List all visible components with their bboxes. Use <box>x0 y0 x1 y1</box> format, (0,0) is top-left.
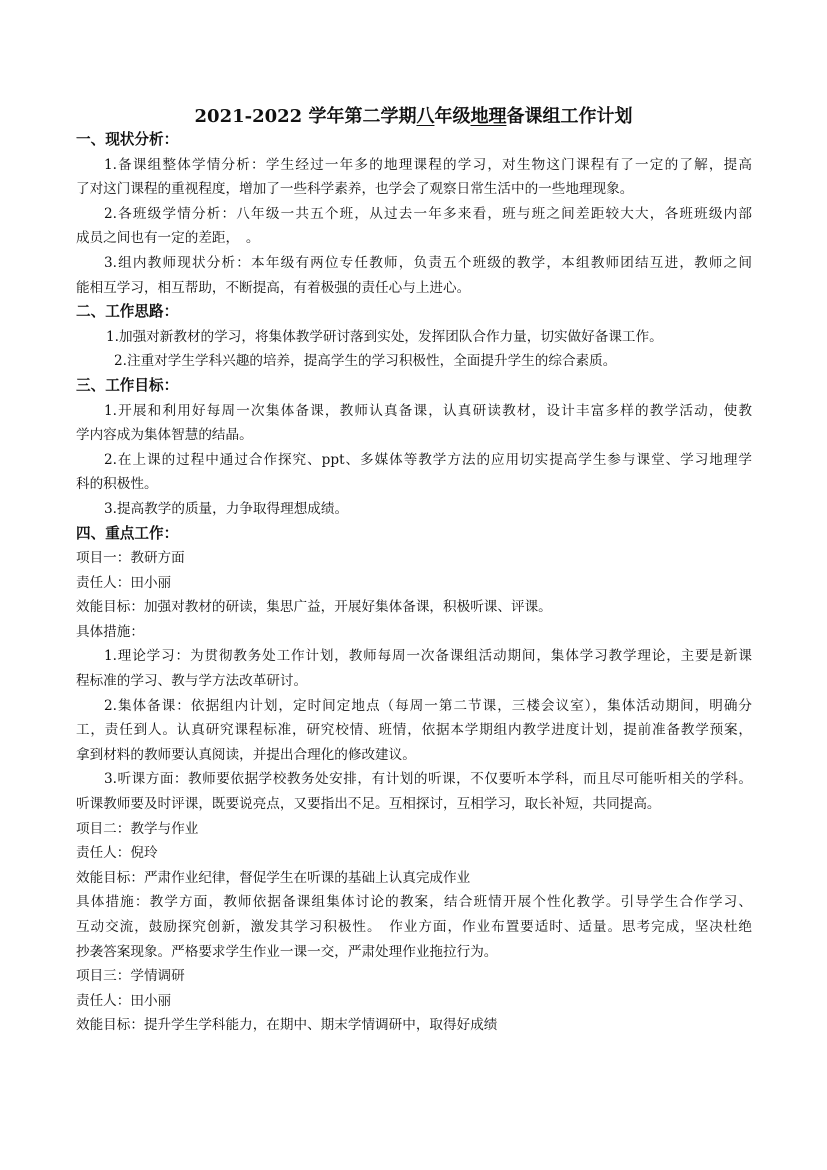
paragraph-line: 具体措施：教学方面，教师依据备课组集体讨论的教案，结合班情开展个性化教学。引导学生合作学习、 <box>76 894 752 911</box>
paragraph-line: 1.加强对新教材的学习，将集体教学研讨落到实处，发挥团队合作力量，切实做好备课工作。 <box>106 328 663 345</box>
paragraph-line: 3.组内教师现状分析：本年级有两位专任教师，负责五个班级的教学，本组教师团结互进，教师之间 <box>104 254 752 271</box>
paragraph-line: 学内容成为集体智慧的结晶。 <box>76 427 253 444</box>
paragraph-line: 3.听课方面：教师要依据学校教务处安排，有计划的听课，不仅要听本学科，而且尽可能听相关的学科。 <box>104 771 752 788</box>
paragraph-line: 2.各班级学情分析：八年级一共五个班，从过去一年多来看，班与班之间差距较大大，各班班级内部 <box>104 205 752 222</box>
paragraph-line: 1.开展和利用好每周一次集体备课，教师认真备课，认真研读教材，设计丰富多样的教学活动，使教 <box>104 402 752 419</box>
title-part-2: 年级 <box>434 106 471 127</box>
paragraph-line: 工，责任到人。认真研究课程标准，研究校情、班情，依据本学期组内教学进度计划，提前准备教学预案， <box>76 722 752 739</box>
project-title: 项目三：学情调研 <box>76 968 185 985</box>
title-grade: 八 <box>416 106 435 127</box>
project-title: 项目一：教研方面 <box>76 550 185 567</box>
title-part-1: 2021-2022 学年第二学期 <box>194 106 417 127</box>
paragraph-line: 听课教师要及时评课，既要说亮点，又要指出不足。互相探讨，互相学习，取长补短，共同提高。 <box>76 796 661 813</box>
responsible-person: 责任人：倪玲 <box>76 845 158 862</box>
title-subject: 地理 <box>470 106 507 127</box>
paragraph-line: 成员之间也有一定的差距， 。 <box>76 230 260 247</box>
paragraph-line: 2.注重对学生学科兴趣的培养，提高学生的学习积极性，全面提升学生的综合素质。 <box>114 353 617 370</box>
paragraph-line: 能相互学习，相互帮助，不断提高，有着极强的责任心与上进心。 <box>76 279 471 296</box>
paragraph-line: 1.备课组整体学情分析：学生经过一年多的地理课程的学习，对生物这门课程有了一定的了解，提高 <box>104 156 752 173</box>
paragraph-line: 2.在上课的过程中通过合作探究、ppt、多媒体等教学方法的应用切实提高学生参与课堂、学习地理学 <box>104 451 752 468</box>
document-title <box>0 102 827 128</box>
section-heading-approach: 二、工作思路： <box>76 303 179 321</box>
effectiveness-goal: 效能目标：严肃作业纪律，督促学生在听课的基础上认真完成作业 <box>76 869 471 886</box>
effectiveness-goal: 效能目标：加强对教材的研读，集思广益，开展好集体备课，积极听课、评课。 <box>76 599 552 616</box>
paragraph-line: 拿到材料的教师要认真阅读，并提出合理化的修改建议。 <box>76 746 416 763</box>
paragraph-line: 抄袭答案现象。严格要求学生作业一课一交，严肃处理作业拖拉行为。 <box>76 943 498 960</box>
project-title: 项目二：教学与作业 <box>76 820 199 837</box>
paragraph-line: 2.集体备课：依据组内计划，定时间定地点（每周一第二节课，三楼会议室），集体活动期间，明确分 <box>104 697 752 714</box>
section-heading-goals: 三、工作目标： <box>76 376 179 394</box>
responsible-person: 责任人：田小丽 <box>76 992 172 1009</box>
paragraph-line: 3.提高教学的质量，力争取得理想成绩。 <box>104 500 349 517</box>
section-heading-key-work: 四、重点工作： <box>76 524 179 542</box>
title-part-3: 备课组工作计划 <box>506 106 633 127</box>
paragraph-line: 互动交流，鼓励探究创新，激发其学习积极性。 作业方面，作业布置要适时、适量。思考完成，坚决杜绝 <box>76 919 752 935</box>
paragraph-line: 1.理论学习：为贯彻教务处工作计划，教师每周一次备课组活动期间，集体学习教学理论，主要是新课 <box>104 648 752 665</box>
responsible-person: 责任人：田小丽 <box>76 574 172 591</box>
paragraph-line: 了对这门课程的重视程度，增加了一些科学素养，也学会了观察日常生活中的一些地理现象。 <box>76 181 634 198</box>
document-body <box>76 128 752 1038</box>
measures-label: 具体措施： <box>76 623 144 640</box>
effectiveness-goal: 效能目标：提升学生学科能力，在期中、期末学情调研中，取得好成绩 <box>76 1017 498 1034</box>
paragraph-line: 程标准的学习、教与学方法改革研讨。 <box>76 673 308 690</box>
paragraph-line: 科的积极性。 <box>76 476 158 493</box>
section-heading-status: 一、现状分析： <box>76 131 179 148</box>
